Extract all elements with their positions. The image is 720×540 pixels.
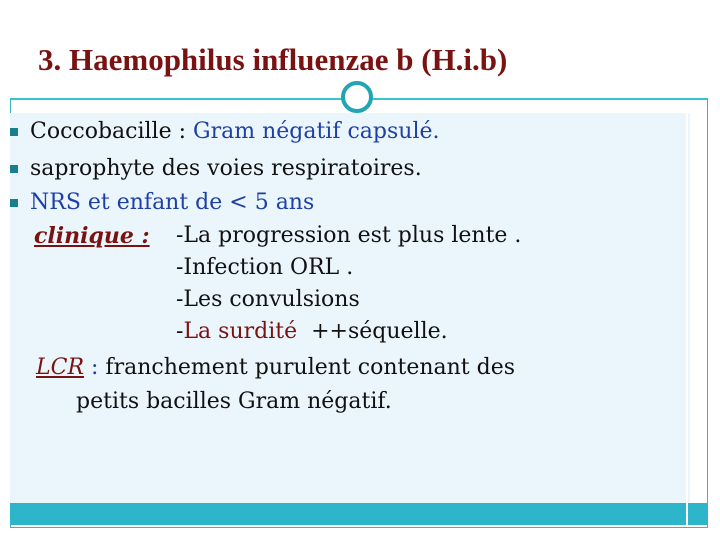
lcr-continuation-text: petits bacilles Gram négatif. bbox=[76, 389, 392, 414]
clinique-row bbox=[34, 225, 150, 248]
square-bullet-icon bbox=[10, 199, 18, 207]
clinique-item-prefix: - bbox=[176, 319, 184, 344]
slide-content bbox=[10, 113, 690, 503]
square-bullet-icon bbox=[10, 165, 18, 173]
clinique-item-text: -La progression est plus lente . bbox=[176, 223, 522, 248]
content-right-strip bbox=[686, 113, 688, 503]
clinique-item-highlight: La surdité bbox=[183, 319, 298, 344]
bullet-prefix: Coccobacille : bbox=[30, 119, 194, 144]
ring-ornament-icon bbox=[341, 81, 373, 113]
bullet-item bbox=[30, 121, 440, 143]
bullet-highlight: Gram négatif capsulé. bbox=[193, 119, 440, 144]
clinique-label: clinique : bbox=[34, 223, 150, 249]
clinique-item bbox=[176, 225, 521, 247]
bullet-text: NRS et enfant de < 5 ans bbox=[30, 190, 315, 215]
bullet-item bbox=[30, 192, 314, 214]
lcr-continuation bbox=[76, 391, 392, 413]
clinique-item-text: -Infection ORL . bbox=[176, 255, 354, 280]
clinique-item-suffix: ++séquelle. bbox=[297, 319, 448, 344]
lcr-label: LCR bbox=[36, 355, 85, 380]
lcr-colon: : bbox=[84, 355, 106, 380]
lcr-row bbox=[36, 357, 515, 379]
clinique-item bbox=[176, 257, 353, 279]
footer-divider bbox=[686, 503, 688, 525]
bullet-text: saprophyte des voies respiratoires. bbox=[30, 156, 422, 181]
square-bullet-icon bbox=[10, 128, 18, 136]
footer-bar bbox=[10, 503, 708, 525]
lcr-text: franchement purulent contenant des bbox=[105, 355, 516, 380]
clinique-item bbox=[176, 321, 448, 343]
slide-title: 3. Haemophilus influenzae b (H.i.b) bbox=[38, 42, 508, 77]
clinique-item-text: -Les convulsions bbox=[176, 287, 360, 312]
bullet-item bbox=[30, 158, 422, 180]
clinique-item bbox=[176, 289, 360, 311]
